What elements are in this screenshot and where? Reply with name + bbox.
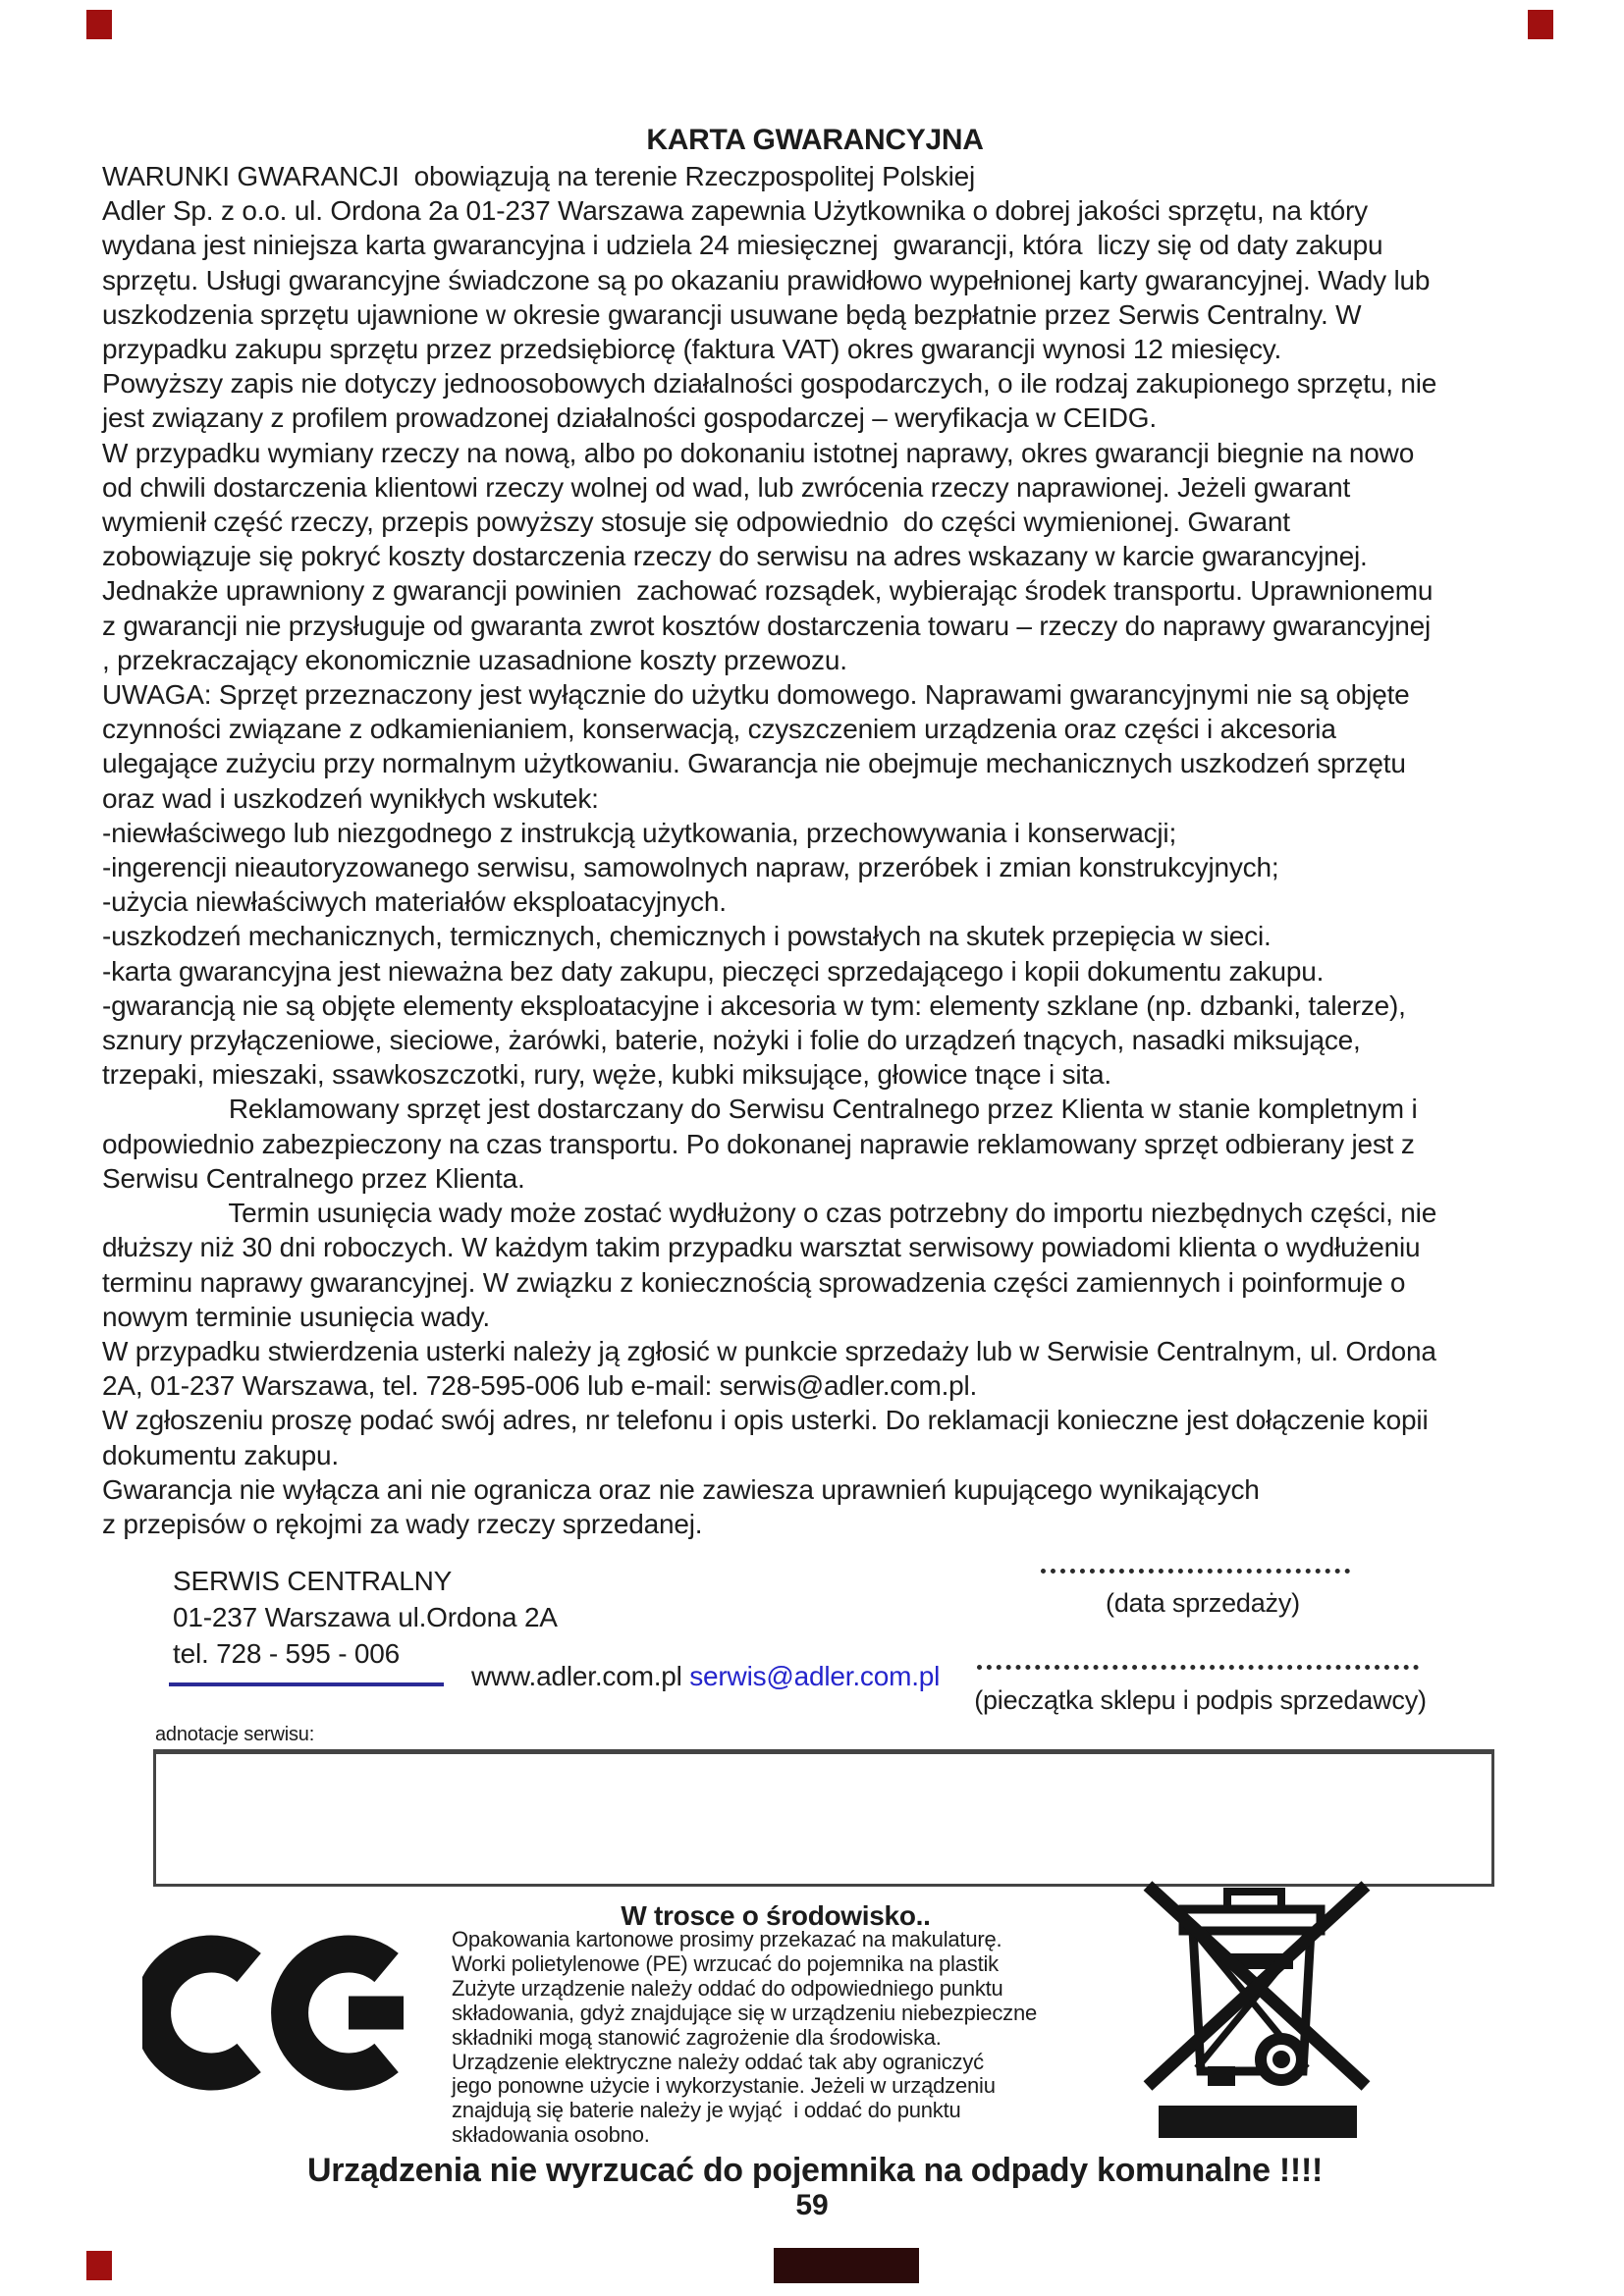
warranty-text-line: trzepaki, mieszaki, ssawkoszczotki, rury, węże, kubki miksujące, głowice tnące i sita. xyxy=(102,1059,1111,1091)
warranty-text-line: czynności związane z odkamienianiem, konserwacją, czyszczeniem urządzenia oraz części i akcesoria xyxy=(102,714,1336,745)
service-center-address xyxy=(173,1563,558,1672)
registration-mark-bottom-left xyxy=(86,2251,112,2280)
registration-mark-top-left xyxy=(86,10,112,39)
warranty-text-line: jest związany z profilem prowadzonej działalności gospodarczej – weryfikacja w CEIDG. xyxy=(102,402,1157,434)
service-center-line: SERWIS CENTRALNY xyxy=(173,1566,453,1596)
warranty-text-line: -użycia niewłaściwych materiałów eksploatacyjnych. xyxy=(102,886,727,918)
warranty-text-line: przypadku zakupu sprzętu przez przedsiębiorcę (faktura VAT) okres gwarancji wynosi 12 miesięcy. xyxy=(102,334,1282,365)
warranty-text-line: Gwarancja nie wyłącza ani nie ogranicza oraz nie zawiesza uprawnień kupującego wynikających xyxy=(102,1473,1260,1505)
warranty-text-line: dokumentu zakupu. xyxy=(102,1439,339,1470)
warranty-text-line: terminu naprawy gwarancyjnej. W związku z koniecznością sprowadzenia części zamiennych i poinformuje o xyxy=(102,1266,1406,1298)
eco-text-line: składniki mogą stanowić zagrożenie dla środowiska. xyxy=(452,2024,942,2050)
sale-date-label: (data sprzedaży) xyxy=(1106,1588,1300,1618)
registration-mark-bottom-bar xyxy=(774,2248,919,2283)
eco-text-line: składowania osobno. xyxy=(452,2122,650,2148)
warranty-text-line: uszkodzenia sprzętu ujawnione w okresie gwarancji usuwane będą bezpłatnie przez Serwis Centralny. W xyxy=(102,298,1362,330)
service-notes-label: adnotacje serwisu: xyxy=(155,1724,315,1745)
eco-text-line: znajdują się baterie należy je wyjąć i oddać do punktu xyxy=(452,2098,961,2123)
eco-section-text xyxy=(452,1928,1139,2148)
warranty-text-line: -uszkodzeń mechanicznych, termicznych, chemicznych i powstałych na skutek przepięcia w sieci. xyxy=(102,921,1272,952)
service-center-line: tel. 728 - 595 - 006 xyxy=(173,1638,401,1669)
warranty-text-line: W przypadku wymiany rzeczy na nową, albo po dokonaniu istotnej naprawy, okres gwarancji biegnie na nowo xyxy=(102,437,1415,468)
weee-bar xyxy=(1159,2106,1357,2138)
warranty-text-line: Adler Sp. z o.o. ul. Ordona 2a 01-237 Warszawa zapewnia Użytkownika o dobrej jakości sprzętu, na który xyxy=(102,195,1368,227)
warranty-text-line: odpowiednio zabezpieczony na czas transportu. Po dokonanej naprawie reklamowany sprzęt odbierany jest z xyxy=(102,1128,1415,1159)
warranty-text-line: z przepisów o rękojmi za wady rzeczy sprzedanej. xyxy=(102,1508,703,1539)
warranty-text-line: Termin usunięcia wady może zostać wydłużony o czas potrzebny do importu niezbędnych części, nie xyxy=(102,1198,1437,1229)
warranty-text-line: Powyższy zapis nie dotyczy jednoosobowych działalności gospodarczych, o ile rodzaj zakupionego sprzętu, nie xyxy=(102,368,1437,400)
eco-text-line: Zużyte urządzenie należy oddać do odpowiedniego punktu xyxy=(452,1975,1003,2001)
service-center-line: 01-237 Warszawa ul.Ordona 2A xyxy=(173,1602,558,1632)
stamp-signature-label: (pieczątka sklepu i podpis sprzedawcy) xyxy=(974,1685,1427,1715)
warranty-text-line: wymienił część rzeczy, przepis powyższy stosuje się odpowiednio do części wymienionej. Gwarant xyxy=(102,507,1290,538)
warranty-text-line: sznury przyłączeniowe, sieciowe, żarówki, baterie, nożyki i folie do urządzeń tnących, nasadki miksujące, xyxy=(102,1025,1361,1056)
warranty-text-line: 2A, 01-237 Warszawa, tel. 728-595-006 lub e-mail: serwis@adler.com.pl. xyxy=(102,1370,978,1402)
warranty-text-line: Jednakże uprawniony z gwarancji powinien zachować rozsądek, wybierając środek transportu. Uprawnionemu xyxy=(102,575,1434,607)
page-title: KARTA GWARANCYJNA xyxy=(646,124,984,156)
warranty-text-line: WARUNKI GWARANCJI obowiązują na terenie Rzeczpospolitej Polskiej xyxy=(102,161,976,191)
sale-date-dotted-line xyxy=(1041,1557,1350,1574)
warranty-text-line: od chwili dostarczenia klientowi rzeczy wolnej od wad, lub zwrócenia rzeczy naprawionej. Jeżeli gwarant xyxy=(102,471,1351,503)
warranty-text-line: -karta gwarancyjna jest nieważna bez daty zakupu, pieczęci sprzedającego i kopii dokumentu zakupu. xyxy=(102,955,1325,987)
warranty-text-line: Serwisu Centralnego przez Klienta. xyxy=(102,1162,525,1194)
stamp-dotted-line xyxy=(977,1653,1419,1670)
eco-text-line: jego ponowne użycie i wykorzystanie. Jeżeli w urządzeniu xyxy=(452,2073,996,2099)
eco-text-line: Opakowania kartonowe prosimy przekazać na makulaturę. xyxy=(452,1927,1002,1951)
email-link[interactable]: serwis@adler.com.pl xyxy=(689,1661,941,1691)
contact-links-line xyxy=(471,1661,940,1692)
signature-rule xyxy=(169,1682,444,1686)
warranty-text-line: UWAGA: Sprzęt przeznaczony jest wyłącznie do użytku domowego. Naprawami gwarancyjnymi nie są objęte xyxy=(102,679,1410,711)
website-text: www.adler.com.pl xyxy=(471,1661,690,1691)
eco-text-line: Worki polietylenowe (PE) wrzucać do pojemnika na plastik xyxy=(452,1950,999,1976)
warranty-text-line: zobowiązuje się pokryć koszty dostarczenia rzeczy do serwisu na adres wskazany w karcie gwarancyjnej. xyxy=(102,541,1368,572)
warranty-terms-text xyxy=(102,159,1575,1541)
weee-crossed-bin-icon xyxy=(1134,1880,1380,2096)
eco-text-line: składowania, gdyż znajdujące się w urządzeniu niebezpieczne xyxy=(452,2000,1038,2025)
page-number: 59 xyxy=(795,2189,829,2221)
warranty-text-line: z gwarancji nie przysługuje od gwaranta zwrot kosztów dostarczenia towaru – rzeczy do naprawy gwarancyjnej xyxy=(102,610,1432,641)
warranty-text-line: wydana jest niniejsza karta gwarancyjna i udziela 24 miesięcznej gwarancji, która liczy się od daty zakupu xyxy=(102,230,1383,261)
warranty-text-line: -niewłaściwego lub niezgodnego z instrukcją użytkowania, przechowywania i konserwacji; xyxy=(102,817,1177,848)
ce-mark-icon xyxy=(142,1912,417,2118)
disposal-warning: Urządzenia nie wyrzucać do pojemnika na odpady komunalne !!!! xyxy=(306,2152,1323,2189)
eco-text-line: Urządzenie elektryczne należy oddać tak aby ograniczyć xyxy=(452,2049,984,2074)
warranty-text-line: -gwarancją nie są objęte elementy eksploatacyjne i akcesoria w tym: elementy szklane (np. dzbanki, talerze), xyxy=(102,989,1406,1021)
warranty-text-line: sprzętu. Usługi gwarancyjne świadczone są po okazaniu prawidłowo wypełnionej karty gwarancyjnej. Wady lub xyxy=(102,264,1431,295)
warranty-text-line: , przekraczający ekonomicznie uzasadnione koszty przewozu. xyxy=(102,644,847,675)
registration-mark-top-right xyxy=(1528,10,1553,39)
warranty-text-line: oraz wad i uszkodzeń wynikłych wskutek: xyxy=(102,782,599,814)
warranty-text-line: dłuższy niż 30 dni roboczych. W każdym takim przypadku warsztat serwisowy powiadomi klienta o wydłużeniu xyxy=(102,1232,1421,1263)
warranty-text-line: Reklamowany sprzęt jest dostarczany do Serwisu Centralnego przez Klienta w stanie kompletnym i xyxy=(102,1094,1418,1125)
eco-section-title: W trosce o środowisko.. xyxy=(621,1900,931,1931)
warranty-text-line: W zgłoszeniu proszę podać swój adres, nr telefonu i opis usterki. Do reklamacji konieczne jest dołączenie kopii xyxy=(102,1405,1429,1436)
service-notes-box xyxy=(153,1749,1494,1887)
warranty-text-line: W przypadku stwierdzenia usterki należy ją zgłosić w punkcie sprzedaży lub w Serwisie Centralnym, ul. Ordona xyxy=(102,1335,1436,1366)
warranty-text-line: ulegające zużyciu przy normalnym użytkowaniu. Gwarancja nie obejmuje mechanicznych uszkodzeń sprzętu xyxy=(102,748,1406,779)
warranty-text-line: -ingerencji nieautoryzowanego serwisu, samowolnych napraw, przeróbek i zmian konstrukcyjnych; xyxy=(102,852,1279,883)
warranty-text-line: nowym terminie usunięcia wady. xyxy=(102,1301,490,1332)
